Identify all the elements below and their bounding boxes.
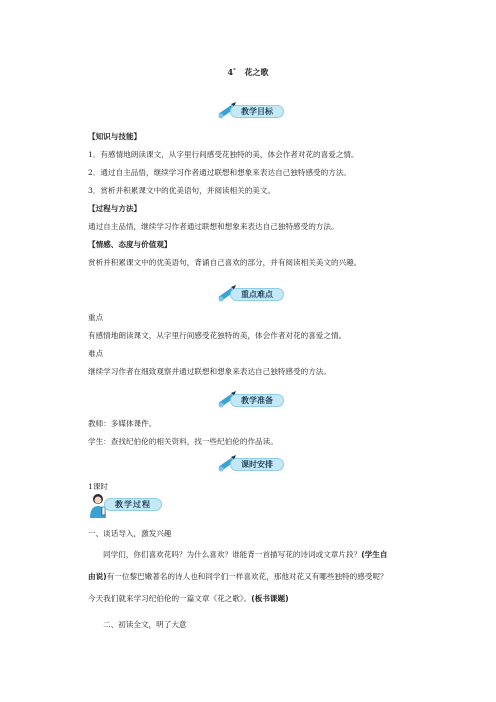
paragraph-text: 今天我们就来学习纪伯伦的一篇文章《花之歌》。: [88, 594, 252, 603]
paragraph-note: (学生自: [361, 550, 388, 559]
step-1-heading: 一、谈话导入，激发兴趣: [88, 529, 172, 538]
section-title-hours: 课时安排: [230, 458, 284, 471]
paragraph-1-line-1: [103, 550, 387, 560]
section-title-goals: 教学目标: [230, 105, 284, 118]
difficulty-content: 继续学习作者在细致观察并通过联想和想象来表达自己独特感受的方法。: [88, 367, 331, 376]
paragraph-note: 由说): [88, 572, 107, 581]
section-banner-hours: [216, 456, 286, 473]
lesson-mark: *: [233, 67, 236, 74]
section-banner-process: [88, 492, 168, 518]
section-title-process: 教学过程: [104, 498, 162, 511]
heading-knowledge: 【知识与技能】: [88, 132, 142, 141]
section-title-prep: 教学准备: [230, 394, 284, 407]
lesson-title: [0, 67, 496, 78]
lesson-number: 4: [227, 67, 234, 77]
prep-teacher: 教师：多媒体课件。: [88, 419, 157, 428]
hours-content: 1课时: [88, 482, 109, 491]
paragraph-note: (板书课题): [251, 594, 289, 603]
section-title-key: 重点难点: [230, 288, 284, 301]
heading-process: 【过程与方法】: [88, 204, 142, 213]
step-2-heading: 二、初读全文，明了大意: [103, 620, 187, 629]
difficulty-label: 难点: [88, 349, 104, 358]
emotion-item-1: 赏析并积累课文中的优美语句，背诵自己喜欢的部分，并有阅读相关美文的兴趣。: [88, 258, 362, 267]
section-banner-goals: [216, 103, 286, 120]
knowledge-item-2: 2．通过自主品悟，继续学习作者通过联想和想象来表达自己独特感受的方法。: [88, 168, 352, 177]
key-label: 重点: [88, 313, 104, 322]
section-banner-prep: [216, 392, 286, 409]
lesson-name: 花之歌: [244, 67, 269, 77]
paragraph-text: 同学们，你们喜欢花吗？为什么喜欢？谁能背一首描写花的诗词或文章片段？: [103, 550, 362, 559]
knowledge-item-3: 3．赏析并积累课文中的优美语句，并阅读相关的美文。: [88, 186, 276, 195]
heading-emotion: 【情感、态度与价值观】: [88, 240, 172, 249]
process-item-1: 通过自主品悟，继续学习作者通过联想和想象来表达自己独特感受的方法。: [88, 222, 339, 231]
section-banner-key: [216, 286, 286, 303]
prep-student: 学生：查找纪伯伦的相关资料，找一些纪伯伦的作品读。: [88, 437, 278, 446]
key-content: 有感情地朗读课文，从字里行间感受花独特的美，体会作者对花的喜爱之情。: [88, 331, 347, 340]
paragraph-1-line-3: [88, 594, 289, 604]
paragraph-1-line-2: [88, 572, 388, 582]
knowledge-item-1: 1．有感情地朗读课文，从字里行间感受花独特的美，体会作者对花的喜爱之情。: [88, 150, 359, 159]
paragraph-text: 有一位黎巴嫩著名的诗人也和同学们一样喜欢花，那他对花又有哪些独特的感受呢？: [106, 572, 388, 581]
